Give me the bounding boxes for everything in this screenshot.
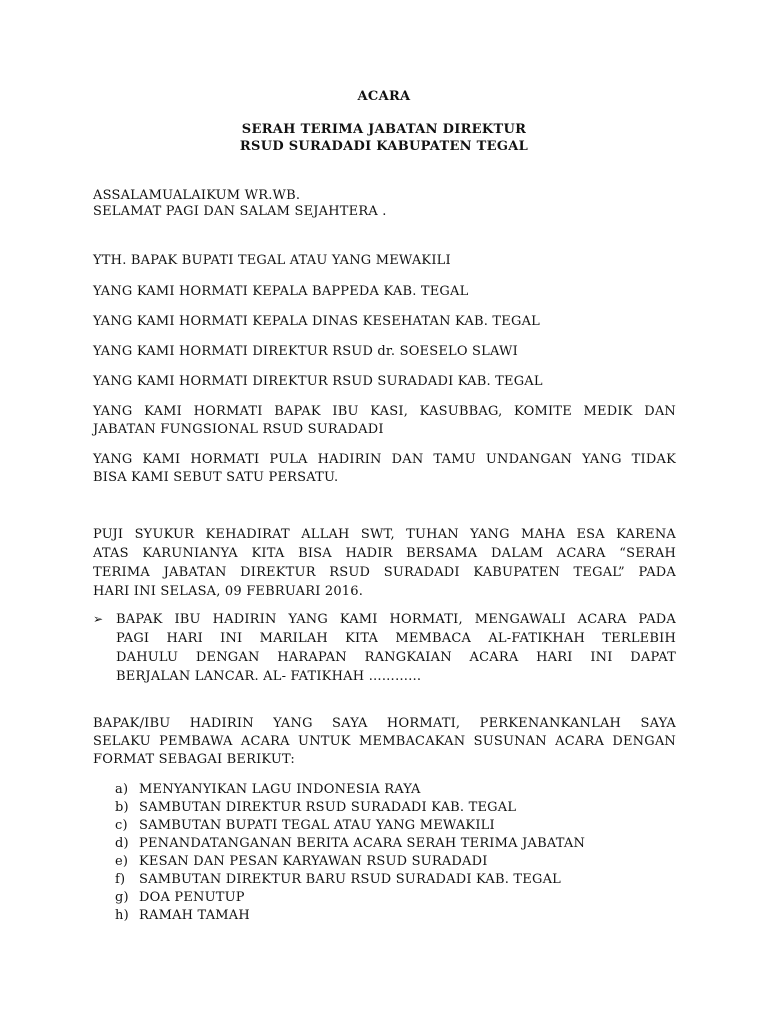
agenda-list [115, 781, 675, 925]
opening-bullet [93, 610, 676, 690]
list-item [115, 907, 675, 925]
bullet-text [116, 610, 676, 686]
list-item [115, 889, 675, 907]
agenda-intro-line-3: FORMAT SEBAGAI BERIKUT: [93, 752, 295, 767]
list-item-text: MENYANYIKAN LAGU INDONESIA RAYA [139, 782, 421, 797]
list-item [115, 835, 675, 853]
list-item-text: DOA PENUTUP [139, 890, 245, 905]
list-item [115, 853, 675, 871]
bullet-line-1: BAPAK IBU HADIRIN YANG KAMI HORMATI, MENGAWALI ACARA PADA [116, 612, 676, 627]
document-subtitle-line-2: RSUD SURADADI KABUPATEN TEGAL [239, 139, 529, 154]
arrow-bullet-icon: ➢ [93, 612, 104, 626]
list-item-marker: g) [115, 890, 129, 905]
list-item-text: SAMBUTAN DIREKTUR RSUD SURADADI KAB. TEGAL [139, 800, 517, 815]
salutation-6-line-1: YANG KAMI HORMATI BAPAK IBU KASI, KASUBBAG, KOMITE MEDIK DAN [93, 404, 676, 419]
salutation-6 [93, 403, 676, 439]
opening-line-2: ATAS KARUNIANYA KITA BISA HADIR BERSAMA DALAM ACARA “SERAH [93, 546, 676, 561]
document-title: ACARA [357, 89, 411, 104]
agenda-intro-line-1: BAPAK/IBU HADIRIN YANG SAYA HORMATI, PERKENANKANLAH SAYA [93, 716, 676, 731]
salutation-6-line-2: JABATAN FUNGSIONAL RSUD SURADADI [93, 422, 384, 437]
opening-paragraph [93, 525, 676, 601]
list-item-text: KESAN DAN PESAN KARYAWAN RSUD SURADADI [139, 854, 488, 869]
list-item-marker: a) [115, 782, 129, 797]
list-item-text: RAMAH TAMAH [139, 908, 250, 923]
agenda-intro [93, 715, 676, 769]
salutation-7 [93, 451, 676, 487]
salutation-2: YANG KAMI HORMATI KEPALA BAPPEDA KAB. TEGAL [93, 284, 469, 299]
list-item [115, 781, 675, 799]
list-item [115, 799, 675, 817]
opening-line-1: PUJI SYUKUR KEHADIRAT ALLAH SWT, TUHAN YANG MAHA ESA KARENA [93, 527, 676, 542]
document-subtitle-line-1: SERAH TERIMA JABATAN DIREKTUR [241, 122, 527, 137]
bullet-line-4: BERJALAN LANCAR. AL- FATIKHAH ………… [116, 669, 422, 684]
list-item [115, 871, 675, 889]
opening-line-4: HARI INI SELASA, 09 FEBRUARI 2016. [93, 584, 364, 599]
list-item-marker: c) [115, 818, 128, 833]
salutation-7-line-2: BISA KAMI SEBUT SATU PERSATU. [93, 470, 339, 485]
list-item-marker: b) [115, 800, 129, 815]
bullet-line-2: PAGI HARI INI MARILAH KITA MEMBACA AL-FATIKHAH TERLEBIH [116, 631, 676, 646]
list-item-text: SAMBUTAN DIREKTUR BARU RSUD SURADADI KAB. TEGAL [139, 872, 561, 887]
list-item [115, 817, 675, 835]
salutation-1: YTH. BAPAK BUPATI TEGAL ATAU YANG MEWAKILI [93, 253, 451, 268]
salutation-5: YANG KAMI HORMATI DIREKTUR RSUD SURADADI KAB. TEGAL [93, 374, 543, 389]
list-item-marker: f) [115, 872, 126, 887]
opening-line-3: TERIMA JABATAN DIREKTUR RSUD SURADADI KABUPATEN TEGAL” PADA [93, 565, 676, 580]
list-item-marker: e) [115, 854, 129, 869]
bullet-line-3: DAHULU DENGAN HARAPAN RANGKAIAN ACARA HARI INI DAPAT [116, 650, 676, 665]
list-item-marker: d) [115, 836, 129, 851]
salutation-4: YANG KAMI HORMATI DIREKTUR RSUD dr. SOESELO SLAWI [93, 344, 518, 359]
salutation-7-line-1: YANG KAMI HORMATI PULA HADIRIN DAN TAMU UNDANGAN YANG TIDAK [93, 452, 676, 467]
list-item-marker: h) [115, 908, 129, 923]
list-item-text: PENANDATANGANAN BERITA ACARA SERAH TERIMA JABATAN [139, 836, 586, 851]
salutation-3: YANG KAMI HORMATI KEPALA DINAS KESEHATAN KAB. TEGAL [93, 314, 540, 329]
agenda-intro-line-2: SELAKU PEMBAWA ACARA UNTUK MEMBACAKAN SUSUNAN ACARA DENGAN [93, 734, 676, 749]
greeting-line-2: SELAMAT PAGI DAN SALAM SEJAHTERA . [93, 204, 387, 219]
list-item-text: SAMBUTAN BUPATI TEGAL ATAU YANG MEWAKILI [139, 818, 495, 833]
greeting-line-1: ASSALAMUALAIKUM WR.WB. [93, 188, 301, 203]
